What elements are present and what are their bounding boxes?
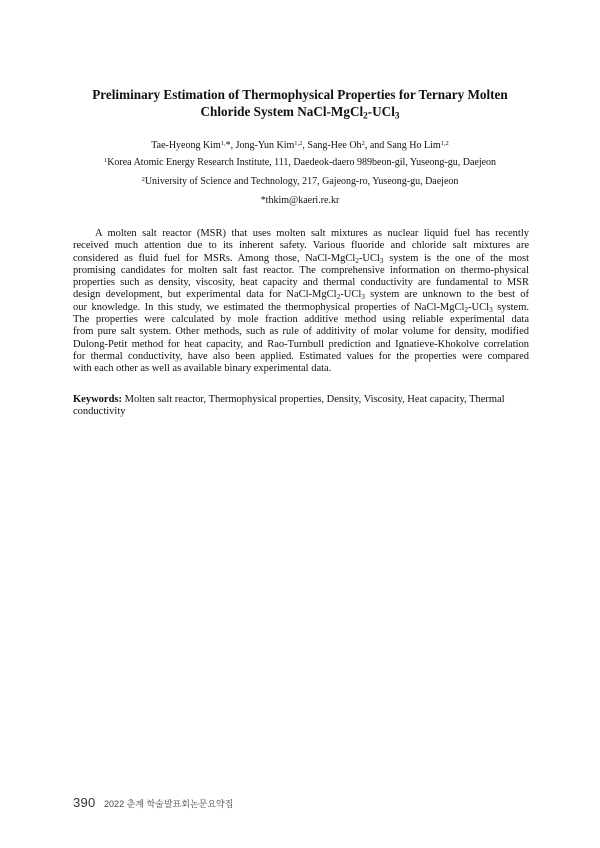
subscript: 2 <box>355 255 359 265</box>
abstract-line <box>73 228 529 240</box>
keywords-text: Molten salt reactor, Thermophysical properties, Density, Viscosity, Heat capacity, Thermal <box>122 394 505 405</box>
abstract <box>73 228 529 376</box>
corresponding-author-mark: * <box>225 140 231 151</box>
author-affiliation-mark: 2 <box>361 140 365 148</box>
author-name: , Sang-Hee Oh <box>302 140 362 151</box>
paper-title <box>60 86 540 120</box>
title-subscript: 3 <box>394 110 400 121</box>
author-list <box>60 140 540 152</box>
author-name: Tae-Hyeong Kim <box>151 140 221 151</box>
title-line-2-mid: -UCl <box>367 104 395 119</box>
affiliation-2 <box>60 176 540 188</box>
abstract-text: A molten salt reactor (MSR) that uses molten salt mixtures as nuclear liquid fuel has recently <box>94 228 529 239</box>
abstract-text: system. <box>492 301 529 313</box>
abstract-text: our knowledge. In this study, we estimated the thermophysical properties of NaCl-MgCl <box>73 301 465 313</box>
title-line-2 <box>60 103 540 120</box>
corresponding-email: *thkim@kaeri.re.kr <box>260 195 340 206</box>
author-affiliation-mark: 1,2 <box>294 140 303 148</box>
abstract-line: from pure salt system. Other methods, such as rule of additivity of molar volume for density, modified <box>73 326 529 338</box>
author-name: , Jong-Yun Kim <box>230 140 295 151</box>
proceedings-title: 2022 춘계 학술발표회논문요약집 <box>104 799 234 809</box>
abstract-line: properties such as density, viscosity, heat capacity and thermal conductivity are fundamental to MSR <box>73 277 529 289</box>
keywords-label: Keywords: <box>73 394 122 405</box>
page-number: 390 <box>73 795 96 810</box>
title-subscript: 2 <box>363 110 368 121</box>
abstract-text: design development, but experimental data for NaCl-MgCl <box>73 289 337 301</box>
keywords <box>73 394 529 419</box>
abstract-text: considered as fluid fuel for MSRs. Among those, NaCl-MgCl <box>73 252 356 264</box>
affiliation-number: 1 <box>103 157 108 165</box>
affiliation-number: 2 <box>141 176 145 184</box>
subscript: 2 <box>336 292 341 302</box>
abstract-text: system are unknown to the best of <box>364 289 529 301</box>
author-name: , and Sang Ho Lim <box>364 140 441 151</box>
affiliation-text: Korea Atomic Energy Research Institute, 111, Daedeok-daero 989beon-gil, Yuseong-gu, Daejeon <box>107 157 497 168</box>
keywords-line <box>73 394 529 406</box>
abstract-text: -UCl <box>358 252 380 264</box>
abstract-text: -UCl <box>340 289 362 301</box>
abstract-line: Dulong-Petit method for heat capacity, and Rao-Turnbull prediction and Ignatieve-Khokolve correlation <box>73 338 529 350</box>
author-affiliation-mark: 1, <box>220 140 226 148</box>
abstract-line: with each other as well as available binary experimental data. <box>73 363 332 375</box>
page-footer <box>73 794 233 812</box>
affiliation-1 <box>60 157 540 169</box>
subscript: 2 <box>464 304 469 314</box>
abstract-line: promising candidates for molten salt fast reactor. The comprehensive information on thermo-physical <box>73 264 529 276</box>
title-line-2-prefix: Chloride System NaCl-MgCl <box>200 104 364 119</box>
abstract-line: The properties were calculated by mole fraction additive method using reliable experimental data <box>73 314 529 326</box>
abstract-line: for thermal conductivity, have also been applied. Estimated values for the properties were compared <box>73 350 529 362</box>
subscript: 3 <box>379 255 384 265</box>
abstract-text: -UCl <box>468 301 490 313</box>
subscript: 3 <box>361 292 365 302</box>
keywords-line: conductivity <box>73 406 126 418</box>
subscript: 3 <box>489 304 493 314</box>
abstract-text: system is the one of the most <box>383 252 529 264</box>
author-affiliation-mark: 1,2 <box>440 140 449 148</box>
affiliation-text: University of Science and Technology, 217, Gajeong-ro, Yuseong-gu, Daejeon <box>144 176 459 187</box>
abstract-line <box>73 289 529 301</box>
abstract-line <box>73 302 529 314</box>
abstract-line: received much attention due to its inherent safety. Various fluoride and chloride salt mixtures are <box>73 240 529 252</box>
abstract-line <box>73 253 529 265</box>
title-line-1: Preliminary Estimation of Thermophysical Properties for Ternary Molten <box>92 87 508 102</box>
